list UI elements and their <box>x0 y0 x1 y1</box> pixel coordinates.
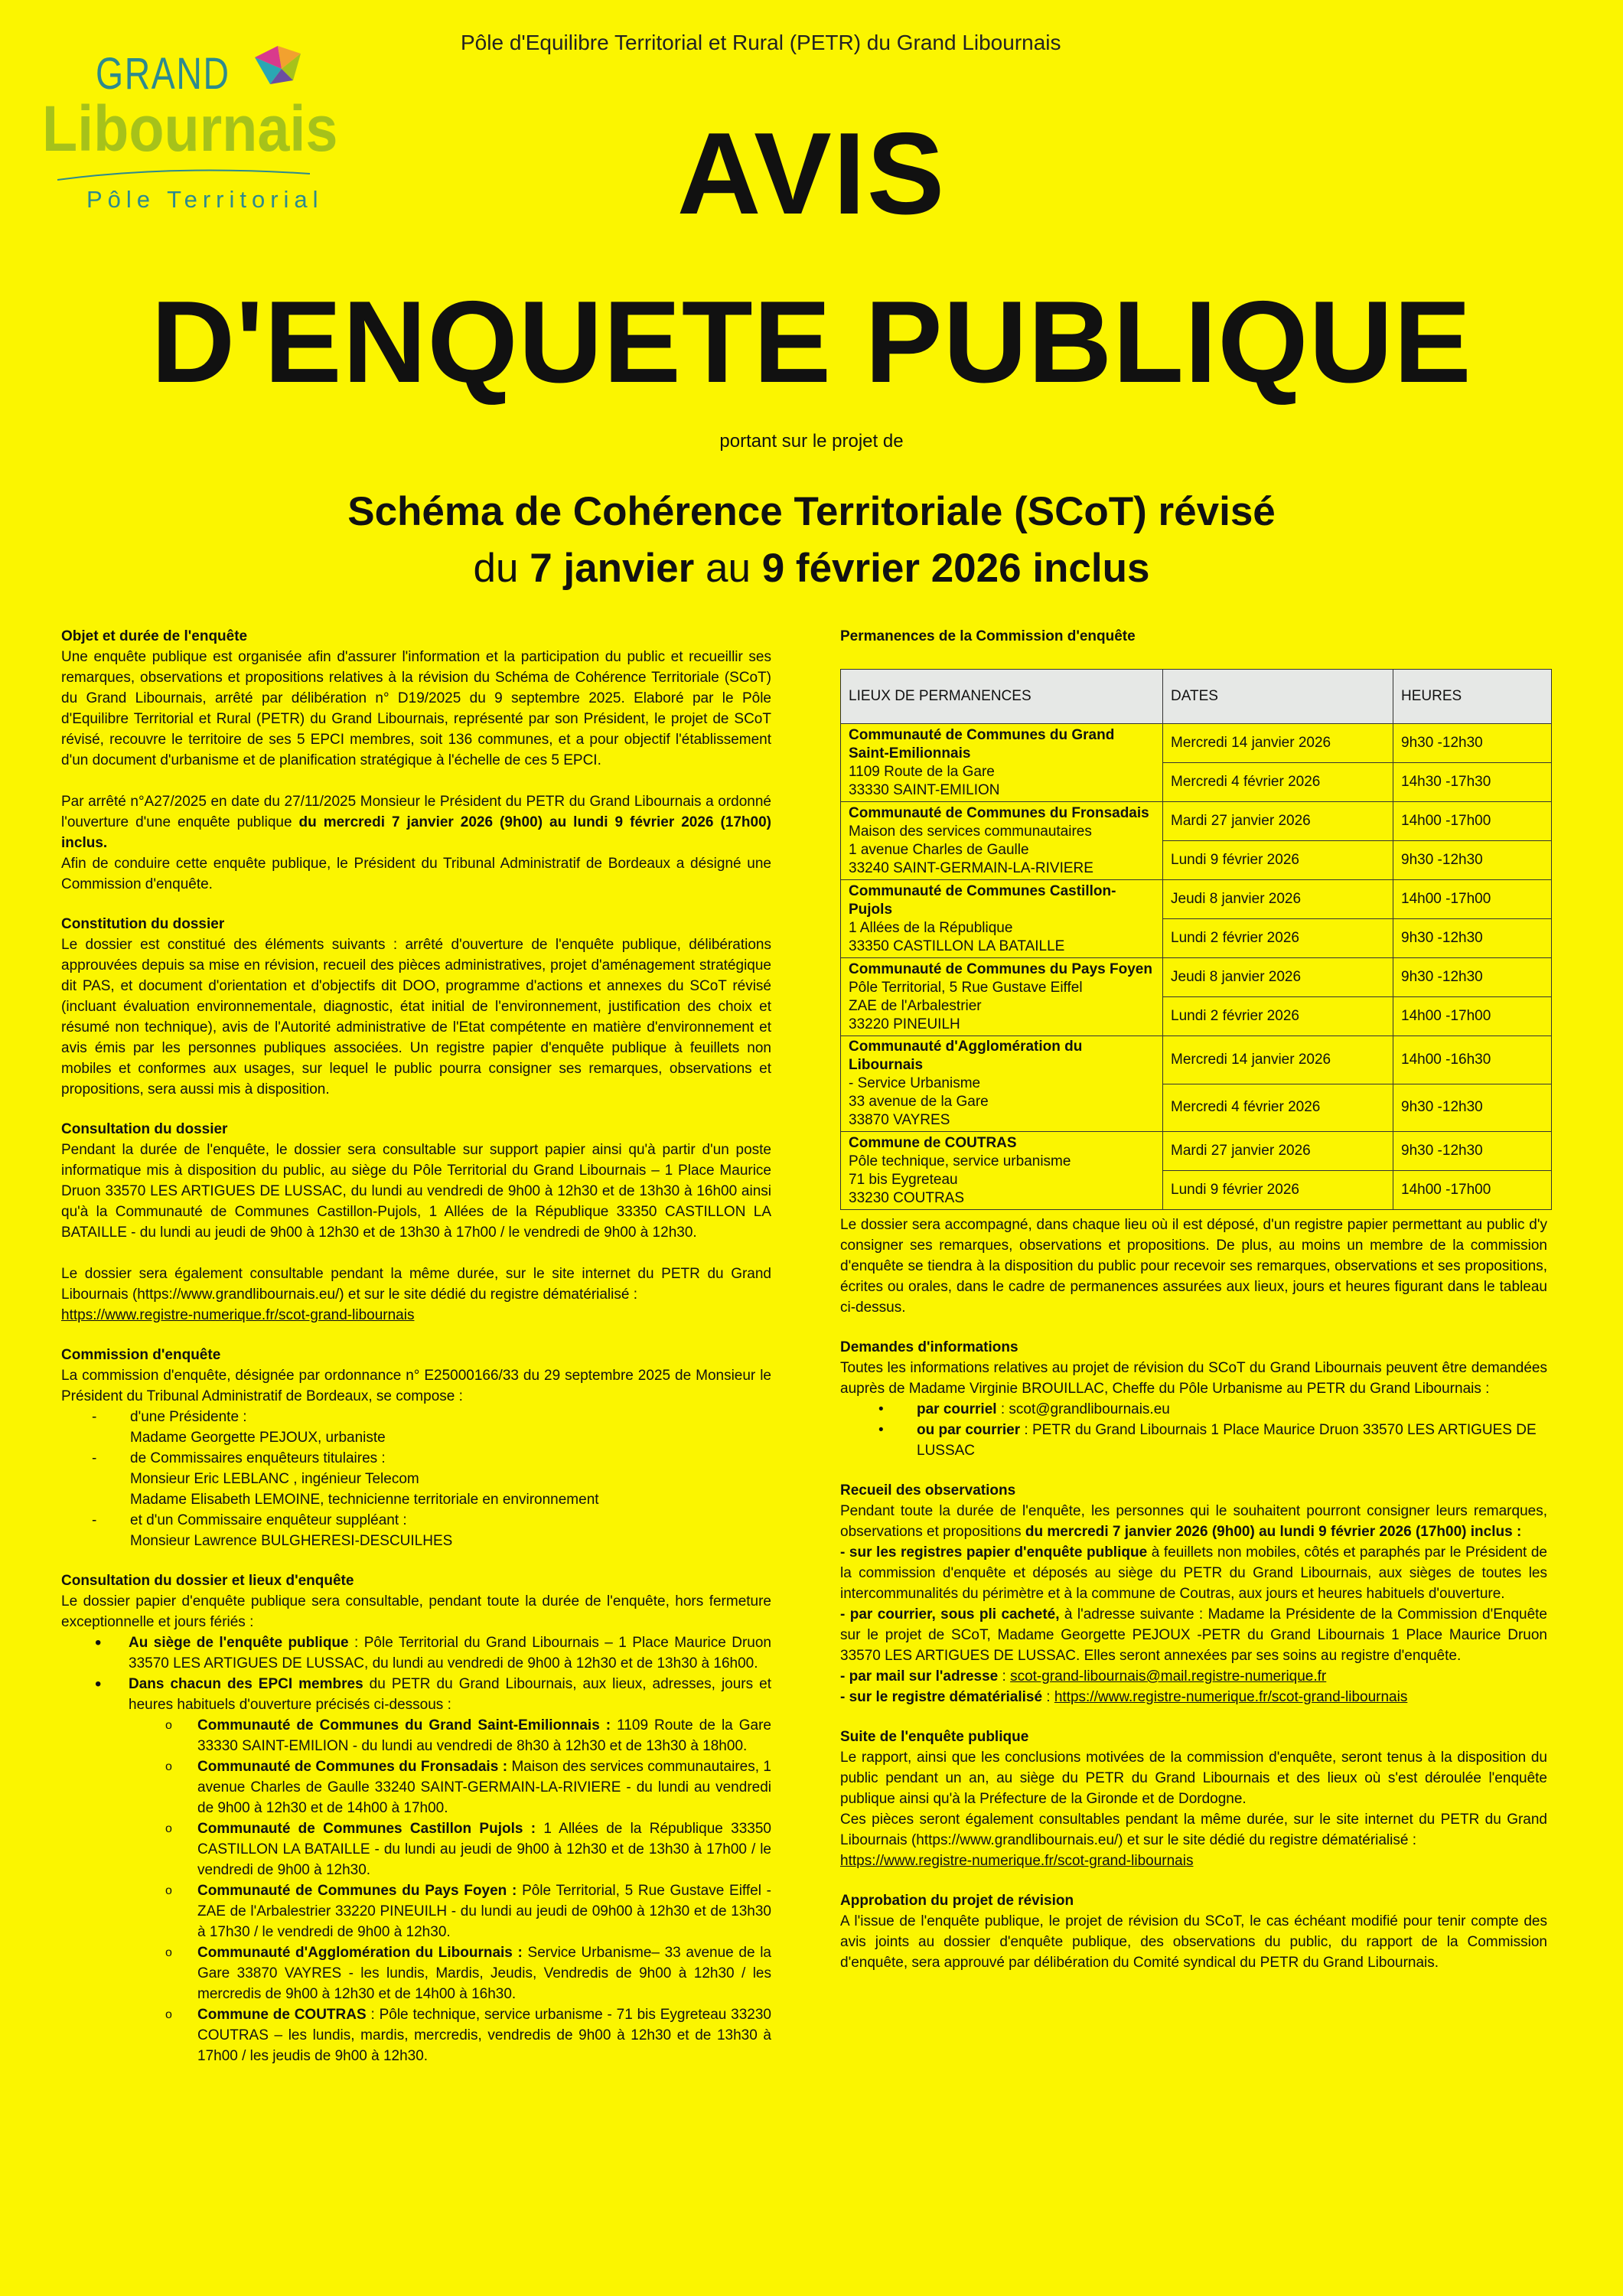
epci-item <box>129 1880 771 1942</box>
recueil-registre-link[interactable]: https://www.registre-numerique.fr/scot-grand-libournais <box>1054 1689 1408 1705</box>
permanence-date: Lundi 2 février 2026 <box>1163 997 1393 1036</box>
commission-text: La commission d'enquête, désignée par ordonnance n° E25000166/33 du 29 septembre 2025 de Monsieur le Président du Tribunal Administratif de Bordeaux, se compose : <box>61 1368 771 1404</box>
epci-details: Pôle Territorial, 5 Rue Gustave Eiffel - ZAE de l'Arbalestrier 33220 PINEUILH - du lundi au jeudi de 09h00 à 12h30 et de 13h30 à 17h30 / le vendredi de 9h00 à 12h30. <box>197 1883 771 1940</box>
section-title-suite: Suite de l'enquête publique <box>840 1729 1029 1745</box>
demandes-courriel-text: : scot@grandlibournais.eu <box>996 1401 1170 1417</box>
recueil-text-a: Pendant toute la durée de l'enquête, les personnes qui le souhaitent pourront consigner leurs remarques, observations et propositions <box>840 1503 1547 1540</box>
section-title-recueil: Recueil des observations <box>840 1482 1016 1499</box>
lieux-list <box>61 1632 771 2066</box>
enquiry-dates <box>0 545 1623 592</box>
dates-au: au <box>706 546 751 591</box>
epci-list <box>129 1715 771 2066</box>
table-row <box>841 724 1552 763</box>
epci-item <box>129 2004 771 2066</box>
epci-details: : Pôle technique, service urbanisme - 71 bis Eygreteau 33230 COUTRAS – les lundis, mardis, mercredis, vendredis de 9h00 à 12h30 et de 13h30 à 17h00 / les jeudis de 9h00 à 12h30. <box>197 2007 771 2064</box>
epci-name: Communauté de Communes Castillon Pujols : <box>197 1821 536 1837</box>
recueil-mail <box>840 1666 1547 1687</box>
recueil-mail-label: - par mail sur l'adresse <box>840 1668 999 1684</box>
permanence-date: Mercredi 14 janvier 2026 <box>1163 1036 1393 1084</box>
permanence-location <box>841 802 1163 880</box>
permanence-hours: 14h00 -17h00 <box>1393 997 1552 1036</box>
permanence-date: Lundi 9 février 2026 <box>1163 1171 1393 1210</box>
epci-item <box>129 1756 771 1818</box>
section-title-lieux: Consultation du dossier et lieux d'enquête <box>61 1573 354 1589</box>
arrete-text-c: Afin de conduire cette enquête publique, le Président du Tribunal Administratif de Bordeaux a désigné une Commission d'enquête. <box>61 856 771 892</box>
section-title-commission: Commission d'enquête <box>61 1347 221 1363</box>
permanence-date: Lundi 9 février 2026 <box>1163 841 1393 880</box>
permanence-hours: 14h00 -17h00 <box>1393 880 1552 919</box>
permanence-date: Mardi 27 janvier 2026 <box>1163 802 1393 841</box>
location-address: 1109 Route de la Gare 33330 SAINT-EMILION <box>849 763 1000 798</box>
suite-registre-link[interactable]: https://www.registre-numerique.fr/scot-grand-libournais <box>840 1853 1194 1869</box>
permanence-location <box>841 880 1163 958</box>
commission-member: Madame Elisabeth LEMOINE, technicienne territoriale en environnement <box>130 1492 599 1508</box>
demandes-item-courrier <box>840 1420 1547 1461</box>
demandes-courrier-text: : PETR du Grand Libournais 1 Place Maurice Druon 33570 LES ARTIGUES DE LUSSAC <box>917 1422 1537 1459</box>
epci-name: Commune de COUTRAS <box>197 2007 367 2023</box>
permanence-location <box>841 1132 1163 1210</box>
subtitle-portant: portant sur le projet de <box>719 431 904 452</box>
epci-item <box>129 1818 771 1880</box>
permanence-hours: 9h30 -12h30 <box>1393 1084 1552 1132</box>
after-table-text: Le dossier sera accompagné, dans chaque lieu où il est déposé, d'un registre papier permettant au public d'y consigner ses remarques, observations et propositions. De plus, au moins un membre de la commission d'enquête se tiendra à la disposition du public pour recevoir ses remarques, observations et ses propositions, écrites ou orales, dans le cadre de permanences assurées aux lieux, jours et heures figurant dans le tableau ci-dessus. <box>840 1217 1547 1316</box>
epci-item <box>129 1715 771 1756</box>
section-title-approbation: Approbation du projet de révision <box>840 1893 1074 1909</box>
column-header: HEURES <box>1393 670 1552 724</box>
consultation-web-text <box>61 1264 771 1326</box>
commission-member: Monsieur Lawrence BULGHERESI-DESCUILHES <box>130 1533 453 1549</box>
permanence-date: Jeudi 8 janvier 2026 <box>1163 880 1393 919</box>
dates-end: 9 février 2026 inclus <box>761 546 1150 591</box>
table-row <box>841 1036 1552 1084</box>
location-address: Maison des services communautaires 1 avenue Charles de Gaulle 33240 SAINT-GERMAIN-LA-RIVIERE <box>849 823 1093 876</box>
permanence-hours: 9h30 -12h30 <box>1393 958 1552 997</box>
location-address: 1 Allées de la République 33350 CASTILLON LA BATAILLE <box>849 919 1065 954</box>
section-title-permanences: Permanences de la Commission d'enquête <box>840 628 1136 644</box>
section-title-objet: Objet et durée de l'enquête <box>61 628 248 644</box>
permanence-date: Mercredi 14 janvier 2026 <box>1163 724 1393 763</box>
permanence-hours: 14h30 -17h30 <box>1393 763 1552 802</box>
table-row <box>841 880 1552 919</box>
location-name: Communauté de Communes du Fronsadais <box>849 804 1149 821</box>
permanence-hours: 9h30 -12h30 <box>1393 724 1552 763</box>
commission-item <box>61 1469 771 1489</box>
permanence-hours: 14h00 -17h00 <box>1393 802 1552 841</box>
epci-name: Communauté de Communes du Fronsadais : <box>197 1759 508 1775</box>
location-name: Communauté d'Agglomération du Libournais <box>849 1039 1083 1073</box>
recueil-courrier-text: à l'adresse suivante : Madame la Présidente de la Commission d'Enquête sur le projet de SCoT, Madame Georgette PEJOUX -PETR du Grand Libournais 1 Place Maurice Druon 33570 LES ARTIGUES DE LUSSAC. Elles seront annexées par ses soins au registre d'enquête. <box>840 1606 1547 1664</box>
location-name: Communauté de Communes du Pays Foyen <box>849 960 1152 977</box>
constitution-text: Le dossier est constitué des éléments suivants : arrêté d'ouverture de l'enquête publique, délibérations approuvées depuis sa mise en révision, recueil des pièces administratives, projet d'aménagement stratégique dit PAS, et document d'orientation et d'objectifs dit DOO, programme d'actions et annexes du SCoT révisé (incluant évaluation environnementale, diagnostic, état initial de l'environnement, justification des choix et résumé non technique), avis de l'Autorité administrative de l'Etat compétente en matière d'environnement et avis émis par les personnes publiques associées. Un registre papier d'enquête publique à feuillets non mobiles et conformes aux usages, sur lequel le public pourra consigner ses remarques, observations et propositions, sera aussi mis à disposition. <box>61 937 771 1097</box>
permanence-location <box>841 1036 1163 1132</box>
lieux-item-epci <box>61 1674 771 2066</box>
arrete-dates: du mercredi 7 janvier 2026 (9h00) au lundi 9 février 2026 (17h00) inclus. <box>61 814 771 851</box>
recueil-dates: du mercredi 7 janvier 2026 (9h00) au lundi 9 février 2026 (17h00) inclus : <box>1025 1524 1522 1540</box>
recueil-courrier-label: - par courrier, sous pli cacheté, <box>840 1606 1060 1623</box>
permanence-hours: 9h30 -12h30 <box>1393 919 1552 958</box>
epci-details: Maison des services communautaires, 1 avenue Charles de Gaulle 33240 SAINT-GERMAIN-LA-RIVIERE - du lundi au vendredi de 9h00 à 12h30 et de 14h00 à 17h00. <box>197 1759 771 1816</box>
permanences-table <box>840 669 1552 1210</box>
logo-pole-territorial: Pôle Territorial <box>86 186 324 213</box>
permanence-hours: 14h00 -17h00 <box>1393 1171 1552 1210</box>
dates-start: 7 janvier <box>530 546 695 591</box>
location-address: - Service Urbanisme 33 avenue de la Gare 33870 VAYRES <box>849 1075 989 1128</box>
permanence-hours: 9h30 -12h30 <box>1393 841 1552 880</box>
recueil-papier <box>840 1542 1547 1604</box>
epci-item <box>129 1942 771 2004</box>
permanences-table-body <box>841 724 1552 1210</box>
epci-name: Communauté d'Agglomération du Libournais : <box>197 1945 523 1961</box>
lieux-siege-text: : Pôle Territorial du Grand Libournais – 1 Place Maurice Druon 33570 LES ARTIGUES DE LUSSAC, du lundi au vendredi de 9h00 à 12h30 et de 13h30 à 16h00. <box>129 1635 771 1671</box>
location-address: Pôle Territorial, 5 Rue Gustave Eiffel ZAE de l'Arbalestrier 33220 PINEUILH <box>849 979 1083 1032</box>
logo-libournais: Libournais <box>42 93 338 165</box>
demandes-courriel-label: par courriel <box>917 1401 997 1417</box>
lieux-epci-label: Dans chacun des EPCI membres <box>129 1676 363 1692</box>
recueil-registre <box>840 1687 1547 1707</box>
commission-item <box>61 1489 771 1510</box>
location-address: Pôle technique, service urbanisme 71 bis Eygreteau 33230 COUTRAS <box>849 1153 1071 1206</box>
arrete-text-a: Par arrêté n°A27/2025 en date du 27/11/2025 Monsieur le Président du PETR du Grand Libournais a ordonné l'ouverture d'une enquête publique <box>61 794 771 830</box>
permanence-date: Lundi 2 février 2026 <box>1163 919 1393 958</box>
organisation-header: Pôle d'Equilibre Territorial et Rural (PETR) du Grand Libournais <box>461 31 1061 54</box>
objet-text: Une enquête publique est organisée afin d'assurer l'information et la participation du public et recueillir ses remarques, observations et propositions relatives à la révision du Schéma de Cohérence Territoriale (SCoT) du Grand Libournais, arrêté par délibération n° D19/2025 du 9 septembre 2025. Elaboré par le Pôle d'Equilibre Territorial et Rural (PETR) du Grand Libournais, représenté par son Président, le projet de SCoT révisé, recouvre le territoire de ses 5 EPCI membres, soit 136 communes, et a pour objectif l'établissement d'un document d'urbanisme et de planification stratégique à l'échelle de ces 5 EPCI. <box>61 649 771 768</box>
demandes-courrier-label: ou par courrier <box>917 1422 1021 1438</box>
title-enquete-publique: D'ENQUETE PUBLIQUE <box>151 277 1472 407</box>
location-name: Communauté de Communes Castillon-Pujols <box>849 882 1116 918</box>
permanence-hours: 14h00 -16h30 <box>1393 1036 1552 1084</box>
commission-item <box>61 1531 771 1551</box>
permanence-location <box>841 958 1163 1036</box>
table-header-row <box>841 670 1552 724</box>
right-column <box>840 626 1547 1973</box>
demandes-text: Toutes les informations relatives au projet de révision du SCoT du Grand Libournais peuvent être demandées auprès de Madame Virginie BROUILLAC, Cheffe du Pôle Urbanisme au PETR du Grand Libournais : <box>840 1360 1547 1397</box>
permanence-location <box>841 724 1163 802</box>
commission-item <box>61 1427 771 1448</box>
table-row <box>841 958 1552 997</box>
permanence-date: Mercredi 4 février 2026 <box>1163 1084 1393 1132</box>
permanence-date: Jeudi 8 janvier 2026 <box>1163 958 1393 997</box>
column-header: DATES <box>1163 670 1393 724</box>
commission-item: - de Commissaires enquêteurs titulaires : <box>61 1448 771 1469</box>
left-column <box>61 626 771 2066</box>
lieux-text: Le dossier papier d'enquête publique sera consultable, pendant toute la durée de l'enquête, hors fermeture exceptionnelle et jours fériés : <box>61 1593 771 1630</box>
commission-member: Monsieur Eric LEBLANC , ingénieur Telecom <box>130 1471 419 1487</box>
commission-member: Madame Georgette PEJOUX, urbaniste <box>130 1430 386 1446</box>
commission-item: - d'une Présidente : <box>61 1407 771 1427</box>
consultation-registre-link[interactable]: https://www.registre-numerique.fr/scot-grand-libournais <box>61 1307 415 1323</box>
demandes-list <box>840 1399 1547 1461</box>
section-title-consultation: Consultation du dossier <box>61 1121 228 1137</box>
section-title-constitution: Constitution du dossier <box>61 916 225 932</box>
epci-name: Communauté de Communes du Pays Foyen : <box>197 1883 517 1899</box>
section-title-demandes: Demandes d'informations <box>840 1339 1018 1355</box>
table-row <box>841 802 1552 841</box>
lieux-item-siege <box>61 1632 771 1674</box>
recueil-registre-label: - sur le registre dématérialisé <box>840 1689 1043 1705</box>
commission-list <box>61 1407 771 1551</box>
consultation-text: Pendant la durée de l'enquête, le dossier sera consultable sur support papier ainsi qu'à partir d'un poste informatique mis à disposition du public, au siège du Pôle Territorial du Grand Libournais – 1 Place Maurice Druon 33570 LES ARTIGUES DE LUSSAC, du lundi au vendredi de 9h00 à 12h30 et de 13h30 à 16h00 ainsi qu'à la Communauté de Communes Castillon-Pujols, 1 Allées de la République 33350 CASTILLON LA BATAILLE - du lundi au jeudi de 9h00 à 12h30 et de 13h30 à 17h00 / le vendredi de 9h00 à 12h30. <box>61 1142 771 1241</box>
recueil-papier-text: à feuillets non mobiles, côtés et paraphés par le Président de la commission d'enquête et déposés au siège du PETR du Grand Libournais, aux sièges de toutes les intercommunalités du périmètre et à la commune de Coutras, aux jours et heures habituels d'ouverture. <box>840 1544 1547 1602</box>
epci-details: Service Urbanisme– 33 avenue de la Gare 33870 VAYRES - les lundis, Mardis, Jeudis, Vendredis de 9h00 à 12h30 / les mercredis de 9h00 à 12h30 et de 14h00 à 16h30. <box>197 1945 771 2002</box>
permanence-hours: 9h30 -12h30 <box>1393 1132 1552 1171</box>
logo-grand: GRAND <box>96 49 230 99</box>
suite-text: Le rapport, ainsi que les conclusions motivées de la commission d'enquête, seront tenus à la disposition du public pendant un an, au siège du PETR du Grand Libournais et des lieux où s'est déroulée l'enquête publique ainsi qu'à la Préfecture de la Gironde et de Dordogne. <box>840 1750 1547 1807</box>
arrete-text <box>61 791 771 853</box>
table-row <box>841 1132 1552 1171</box>
location-name: Commune de COUTRAS <box>849 1134 1017 1151</box>
epci-name: Communauté de Communes du Grand Saint-Emilionnais : <box>197 1717 611 1733</box>
approbation-text: A l'issue de l'enquête publique, le projet de révision du SCoT, le cas échéant modifié pour tenir compte des avis joints au dossier d'enquête publique, des observations du public, du rapport de la Commission d'enquête, sera approuvé par délibération du Comité syndical du PETR du Grand Libournais. <box>840 1913 1547 1971</box>
epci-details: 1 Allées de la République 33350 CASTILLON LA BATAILLE - du lundi au jeudi de 9h00 à 12h30 et de 13h30 à 17h00 / le vendredi de 9h00 à 12h30. <box>197 1821 771 1878</box>
demandes-item-courriel <box>840 1399 1547 1420</box>
recueil-registre-sep: : <box>1042 1689 1054 1705</box>
consultation-web: Le dossier sera également consultable pendant la même durée, sur le site internet du PETR du Grand Libournais (https://www.grandlibournais.eu/) et sur le site dédié du registre dématérialisé : <box>61 1266 771 1303</box>
recueil-mail-link[interactable]: scot-grand-libournais@mail.registre-numerique.fr <box>1010 1668 1327 1684</box>
permanence-date: Mardi 27 janvier 2026 <box>1163 1132 1393 1171</box>
suite-text-2: Ces pièces seront également consultables pendant la même durée, sur le site internet du PETR du Grand Libournais (https://www.grandlibournais.eu/) et sur le site dédié du registre dématérialisé : <box>840 1812 1547 1848</box>
permanence-date: Mercredi 4 février 2026 <box>1163 763 1393 802</box>
location-name: Communauté de Communes du Grand Saint-Emilionnais <box>849 726 1115 762</box>
commission-item: - et d'un Commissaire enquêteur suppléant : <box>61 1510 771 1531</box>
epci-details: 1109 Route de la Gare 33330 SAINT-EMILION - du lundi au vendredi de 8h30 à 12h30 et de 13h30 à 18h00. <box>197 1717 771 1754</box>
dates-du: du <box>473 546 519 591</box>
recueil-mail-sep: : <box>998 1668 1011 1684</box>
lieux-epci-text: du PETR du Grand Libournais, aux lieux, adresses, jours et heures habituels d'ouverture précisés ci-dessous : <box>129 1676 771 1713</box>
recueil-papier-label: - sur les registres papier d'enquête publique <box>840 1544 1148 1561</box>
recueil-courrier <box>840 1604 1547 1666</box>
column-header: LIEUX DE PERMANENCES <box>841 670 1163 724</box>
title-avis: AVIS <box>676 109 947 239</box>
lieux-siege-label: Au siège de l'enquête publique <box>129 1635 349 1651</box>
project-title: Schéma de Cohérence Territoriale (SCoT) révisé <box>347 489 1276 534</box>
recueil-text <box>840 1501 1547 1542</box>
